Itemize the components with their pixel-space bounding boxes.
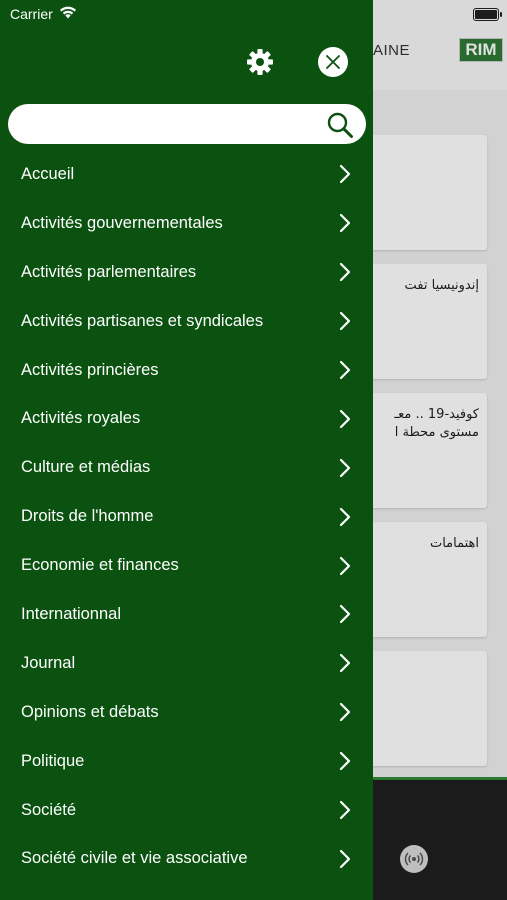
chevron-right-icon [338, 507, 352, 527]
rim-logo: RIM [459, 38, 503, 62]
menu-item-label: Activités partisanes et syndicales [21, 311, 264, 330]
menu-item-label: Société [21, 800, 77, 819]
menu-item-label: Activités parlementaires [21, 262, 197, 281]
chevron-right-icon [338, 849, 352, 869]
menu-item-label: Droits de l'homme [21, 507, 154, 526]
chevron-right-icon [338, 702, 352, 722]
news-card-title: اهتمامات [429, 536, 479, 551]
chevron-right-icon [338, 653, 352, 673]
search-input[interactable] [22, 112, 316, 138]
chevron-right-icon [338, 409, 352, 429]
news-card-title: إندونيسيا تفت [404, 278, 479, 293]
menu-item-droits-homme[interactable] [0, 492, 373, 541]
menu-item-label: Internationnal [21, 604, 121, 623]
category-menu [0, 150, 373, 883]
menu-item-politique[interactable] [0, 737, 373, 786]
news-card-title-line2: مستوى محطة ا [394, 425, 479, 440]
menu-item-journal[interactable] [0, 639, 373, 688]
chevron-right-icon [338, 458, 352, 478]
chevron-right-icon [338, 360, 352, 380]
search-bar [8, 104, 366, 144]
menu-item-label: Société civile et vie associative [21, 849, 248, 868]
menu-item-economie-finances[interactable] [0, 541, 373, 590]
menu-item-activites-royales[interactable] [0, 394, 373, 443]
menu-item-label: Activités royales [21, 409, 141, 428]
menu-item-internationnal[interactable] [0, 590, 373, 639]
menu-item-societe-civile[interactable] [0, 834, 373, 883]
search-icon[interactable] [326, 111, 354, 139]
app-header-title: AINE [373, 42, 411, 59]
menu-item-activites-parlementaires[interactable] [0, 248, 373, 297]
menu-item-label: Accueil [21, 164, 75, 183]
menu-item-activites-princieres[interactable] [0, 346, 373, 395]
chevron-right-icon [338, 262, 352, 282]
news-card-title: كوفيد-19 .. معـ [394, 407, 479, 422]
menu-item-label: Economie et finances [21, 556, 179, 575]
chevron-right-icon [338, 751, 352, 771]
menu-item-culture-medias[interactable] [0, 443, 373, 492]
close-icon [326, 55, 340, 69]
menu-item-label: Activités gouvernementales [21, 213, 223, 232]
menu-item-activites-gouvernementales[interactable] [0, 199, 373, 248]
menu-item-opinions-debats[interactable] [0, 688, 373, 737]
menu-item-label: Journal [21, 653, 76, 672]
chevron-right-icon [338, 800, 352, 820]
chevron-right-icon [338, 311, 352, 331]
close-button[interactable] [318, 47, 348, 77]
gear-icon[interactable] [245, 47, 275, 77]
chevron-right-icon [338, 164, 352, 184]
chevron-right-icon [338, 213, 352, 233]
carrier-label: Carrier [10, 6, 53, 22]
chevron-right-icon [338, 604, 352, 624]
menu-item-label: Politique [21, 751, 85, 770]
menu-item-label: Activités princières [21, 360, 159, 379]
menu-item-activites-partisanes[interactable] [0, 297, 373, 346]
wifi-icon [59, 6, 77, 22]
menu-item-accueil[interactable] [0, 150, 373, 199]
menu-item-societe[interactable] [0, 786, 373, 835]
menu-item-label: Culture et médias [21, 458, 151, 477]
chevron-right-icon [338, 556, 352, 576]
status-carrier [10, 6, 77, 22]
menu-item-label: Opinions et débats [21, 702, 159, 721]
